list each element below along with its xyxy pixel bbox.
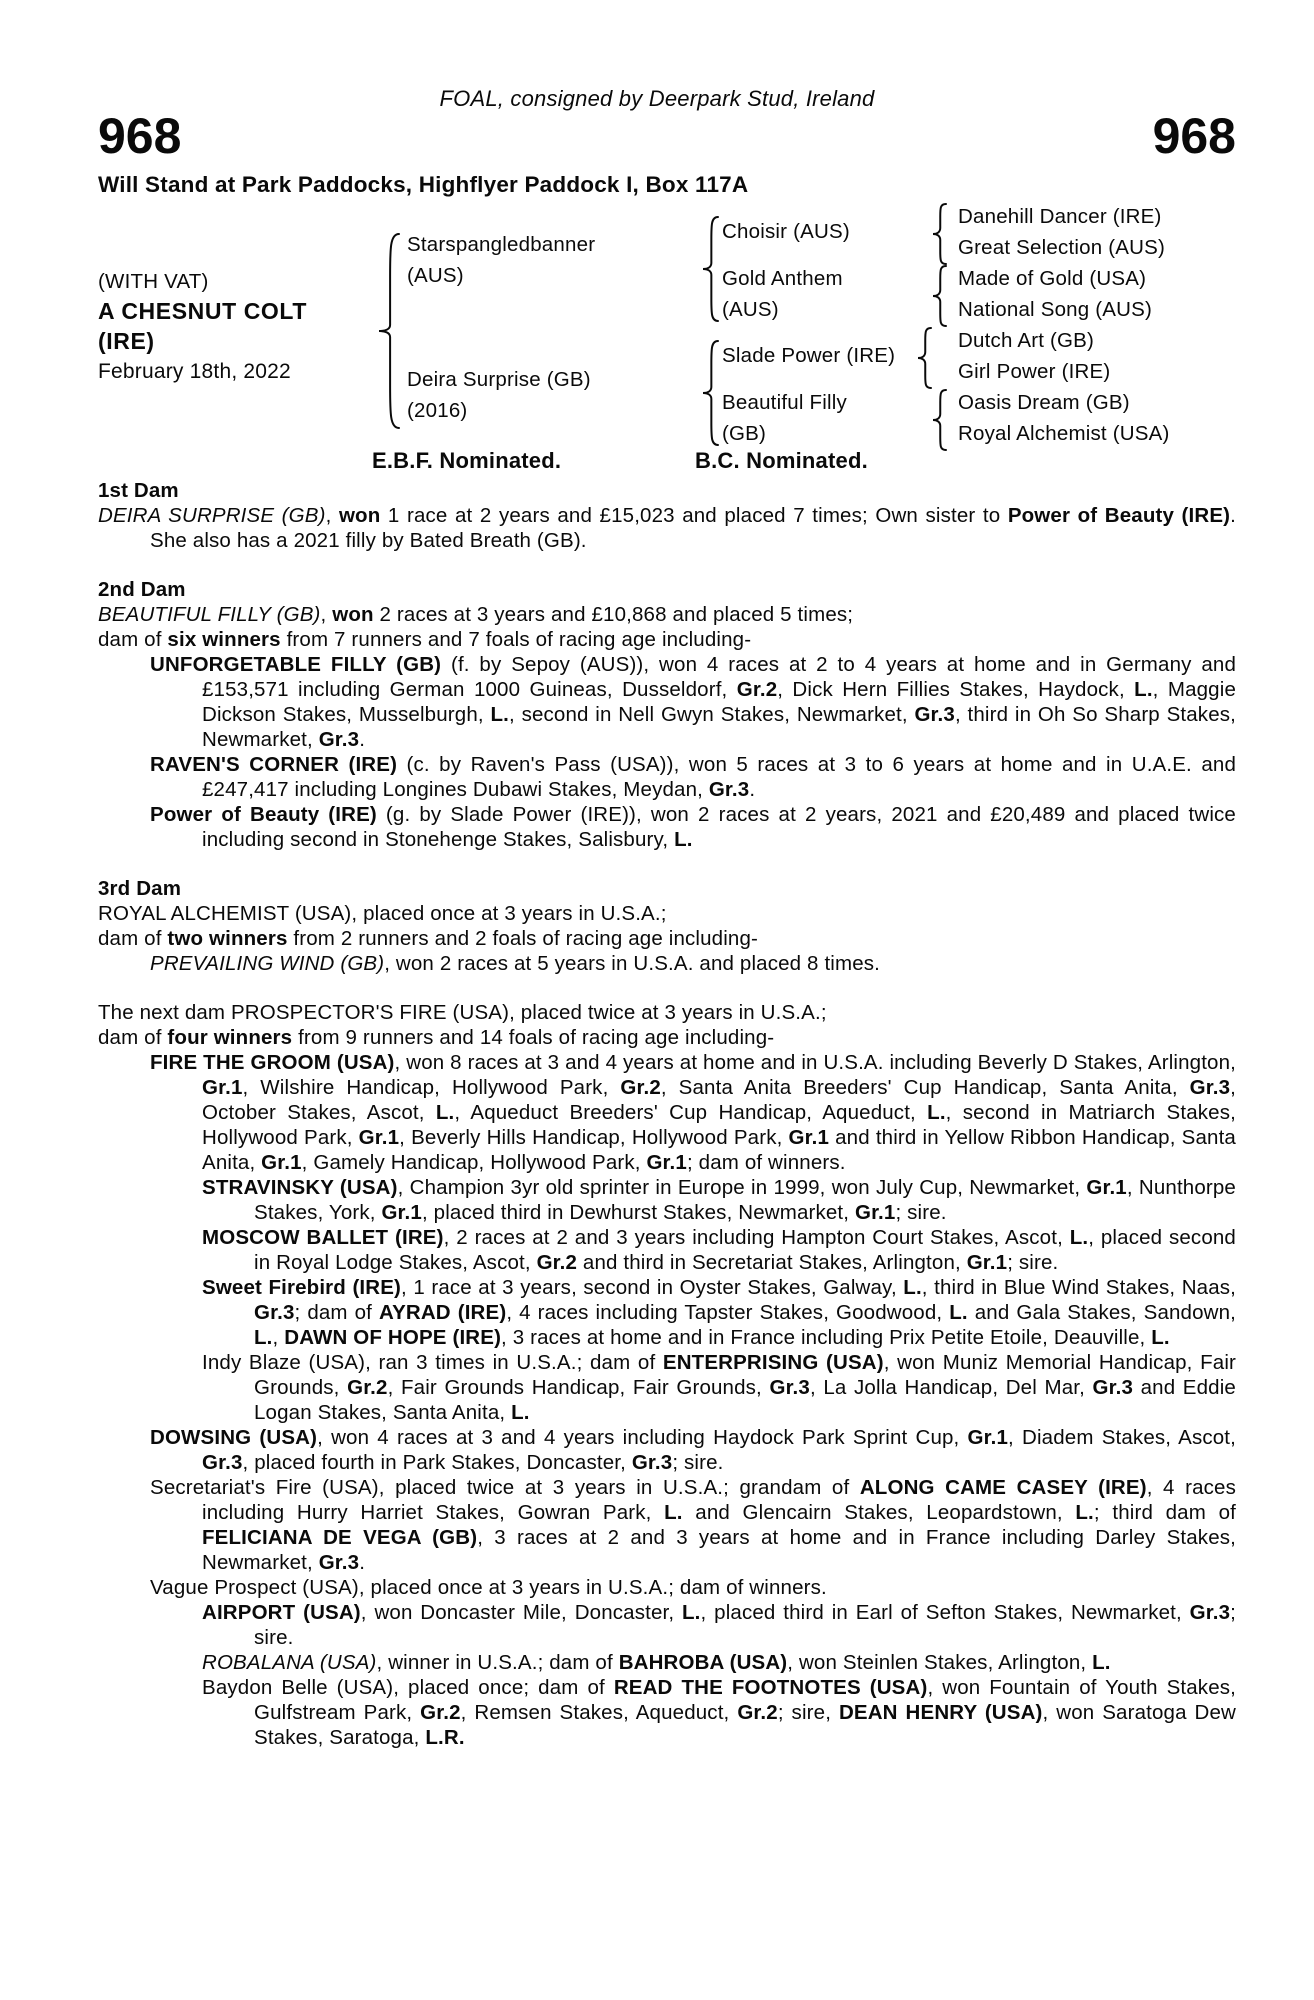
pedigree-brace-icon xyxy=(932,203,947,265)
dam-heading: 1st Dam xyxy=(98,479,179,502)
body-paragraph: STRAVINSKY (USA), Champion 3yr old sprinter in Europe in 1999, won July Cup, Newmarket, Gr.1, Nunthorpe Stakes, York, Gr.1, placed third in Dewhurst Stakes, Newmarket, Gr.1; sire. xyxy=(202,1176,1236,1224)
pedigree-brace-icon xyxy=(378,233,400,429)
pedigree-entry: Royal Alchemist (USA) xyxy=(958,422,1170,445)
body-paragraph: FIRE THE GROOM (USA), won 8 races at 3 and 4 years at home and in U.S.A. including Beverly D Stakes, Arlington, Gr.1, Wilshire Handicap, Hollywood Park, Gr.2, Santa Anita Breeders' Cup Handicap, Santa Anita, Gr.3, October Stakes, Ascot, L., Aqueduct Breeders' Cup Handicap, Aqueduct, L., second in Matriarch Stakes, Hollywood Park, Gr.1, Beverly Hills Handicap, Hollywood Park, Gr.1 and third in Yellow Ribbon Handicap, Santa Anita, Gr.1, Gamely Handicap, Hollywood Park, Gr.1; dam of winners. xyxy=(150,1051,1237,1174)
pedigree-entry: Slade Power (IRE) xyxy=(722,344,896,367)
consignor-line: FOAL, consigned by Deerpark Stud, Ireland xyxy=(439,86,875,111)
pedigree-entry: Choisir (AUS) xyxy=(722,220,850,243)
pedigree-entry: National Song (AUS) xyxy=(958,298,1153,321)
dam-heading: 3rd Dam xyxy=(98,877,182,900)
pedigree-entry: (AUS) xyxy=(407,264,464,287)
pedigree-brace-icon xyxy=(917,327,932,389)
body-paragraph: MOSCOW BALLET (IRE), 2 races at 2 and 3 years including Hampton Court Stakes, Ascot, L., placed second in Royal Lodge Stakes, Ascot, Gr.2 and third in Secretariat Stakes, Arlington, Gr.1; sire. xyxy=(202,1226,1236,1274)
lot-number-left: 968 xyxy=(98,108,182,164)
body-paragraph: PREVAILING WIND (GB), won 2 races at 5 years in U.S.A. and placed 8 times. xyxy=(150,952,881,975)
pedigree-entry: Made of Gold (USA) xyxy=(958,267,1147,290)
pedigree-brace-icon xyxy=(702,340,719,446)
body-paragraph: Indy Blaze (USA), ran 3 times in U.S.A.; dam of ENTERPRISING (USA), won Muniz Memorial Handicap, Fair Grounds, Gr.2, Fair Grounds Handicap, Fair Grounds, Gr.3, La Jolla Handicap, Del Mar, Gr.3 and Eddie Logan Stakes, Santa Anita, L. xyxy=(202,1351,1236,1424)
body-paragraph: UNFORGETABLE FILLY (GB) (f. by Sepoy (AUS)), won 4 races at 2 to 4 years at home and in Germany and £153,571 including German 1000 Guineas, Dusseldorf, Gr.2, Dick Hern Fillies Stakes, Haydock, L., Maggie Dickson Stakes, Musselburgh, L., second in Nell Gwyn Stakes, Newmarket, Gr.3, third in Oh So Sharp Stakes, Newmarket, Gr.3. xyxy=(150,653,1236,751)
body-paragraph: Power of Beauty (IRE) (g. by Slade Power (IRE)), won 2 races at 2 years, 2021 and £20,489 and placed twice including second in Stonehenge Stakes, Salisbury, L. xyxy=(150,803,1236,851)
body-paragraph: The next dam PROSPECTOR'S FIRE (USA), placed twice at 3 years in U.S.A.; xyxy=(98,1001,827,1024)
body-paragraph: Vague Prospect (USA), placed once at 3 years in U.S.A.; dam of winners. xyxy=(150,1576,827,1599)
subject-foaling-date: February 18th, 2022 xyxy=(98,360,291,383)
pedigree-brace-icon xyxy=(932,265,947,327)
body-paragraph: dam of four winners from 9 runners and 14 foals of racing age including- xyxy=(98,1026,775,1049)
pedigree-entry: (GB) xyxy=(722,422,767,445)
lot-number-right: 968 xyxy=(1152,108,1236,164)
dam-section xyxy=(98,1000,1236,1750)
pedigree-entry: (AUS) xyxy=(722,298,779,321)
pedigree-entry: Girl Power (IRE) xyxy=(958,360,1111,383)
dam-section xyxy=(98,876,1236,976)
body-paragraph: dam of six winners from 7 runners and 7 foals of racing age including- xyxy=(98,628,752,651)
body-paragraph: dam of two winners from 2 runners and 2 foals of racing age including- xyxy=(98,927,758,950)
subject-country-suffix: (IRE) xyxy=(98,328,155,354)
pedigree-entry: Beautiful Filly xyxy=(722,391,847,414)
ebf-nominated-label: E.B.F. Nominated. xyxy=(372,448,562,473)
pedigree-entry: Starspangledbanner xyxy=(407,233,596,256)
body-paragraph: Sweet Firebird (IRE), 1 race at 3 years, second in Oyster Stakes, Galway, L., third in Blue Wind Stakes, Naas, Gr.3; dam of AYRAD (IRE), 4 races including Tapster Stakes, Goodwood, L. and Gala Stakes, Sandown, L., DAWN OF HOPE (IRE), 3 races at home and in France including Prix Petite Etoile, Deauville, L. xyxy=(202,1276,1236,1349)
bc-nominated-label: B.C. Nominated. xyxy=(695,448,868,473)
body-paragraph: ROBALANA (USA), winner in U.S.A.; dam of BAHROBA (USA), won Steinlen Stakes, Arlington, L. xyxy=(202,1651,1111,1674)
subject-vat-note: (WITH VAT) xyxy=(98,270,209,293)
pedigree-entry: Danehill Dancer (IRE) xyxy=(958,205,1162,228)
body-paragraph: DOWSING (USA), won 4 races at 3 and 4 years including Haydock Park Sprint Cup, Gr.1, Diadem Stakes, Ascot, Gr.3, placed fourth in Park Stakes, Doncaster, Gr.3; sire. xyxy=(150,1426,1236,1474)
body-paragraph: RAVEN'S CORNER (IRE) (c. by Raven's Pass (USA)), won 5 races at 3 to 6 years at home and in U.A.E. and £247,417 including Longines Dubawi Stakes, Meydan, Gr.3. xyxy=(150,753,1236,801)
pedigree-text-body xyxy=(98,478,1236,1750)
pedigree-entry: Dutch Art (GB) xyxy=(958,329,1095,352)
body-paragraph: ROYAL ALCHEMIST (USA), placed once at 3 years in U.S.A.; xyxy=(98,902,667,925)
pedigree-entry: Oasis Dream (GB) xyxy=(958,391,1130,414)
pedigree-brace-icon xyxy=(702,216,719,322)
pedigree-brace-icon xyxy=(932,389,947,451)
dam-heading: 2nd Dam xyxy=(98,578,186,601)
pedigree-entry: Deira Surprise (GB) xyxy=(407,368,591,391)
dam-section xyxy=(98,577,1236,852)
dam-section xyxy=(98,478,1236,553)
body-paragraph: BEAUTIFUL FILLY (GB), won 2 races at 3 years and £10,868 and placed 5 times; xyxy=(98,603,854,626)
pedigree-entry: Great Selection (AUS) xyxy=(958,236,1165,259)
pedigree-entry: Gold Anthem xyxy=(722,267,843,290)
body-paragraph: AIRPORT (USA), won Doncaster Mile, Doncaster, L., placed third in Earl of Sefton Stakes, Newmarket, Gr.3; sire. xyxy=(202,1601,1236,1649)
body-paragraph: Baydon Belle (USA), placed once; dam of READ THE FOOTNOTES (USA), won Fountain of Youth Stakes, Gulfstream Park, Gr.2, Remsen Stakes, Aqueduct, Gr.2; sire, DEAN HENRY (USA), won Saratoga Dew Stakes, Saratoga, L.R. xyxy=(202,1676,1237,1749)
body-paragraph: Secretariat's Fire (USA), placed twice at 3 years in U.S.A.; grandam of ALONG CAME CASEY (IRE), 4 races including Hurry Harriet Stakes, Gowran Park, L. and Glencairn Stakes, Leopardstown, L.; third dam of FELICIANA DE VEGA (GB), 3 races at 2 and 3 years at home and in France including Darley Stakes, Newmarket, Gr.3. xyxy=(150,1476,1237,1574)
stand-location-line: Will Stand at Park Paddocks, Highflyer Paddock I, Box 117A xyxy=(98,172,749,197)
subject-description: A CHESNUT COLT xyxy=(98,298,307,324)
body-paragraph: DEIRA SURPRISE (GB), won 1 race at 2 years and £15,023 and placed 7 times; Own sister to Power of Beauty (IRE). She also has a 2021 filly by Bated Breath (GB). xyxy=(98,504,1236,552)
pedigree-entry: (2016) xyxy=(407,399,468,422)
pedigree-table xyxy=(0,0,1314,520)
